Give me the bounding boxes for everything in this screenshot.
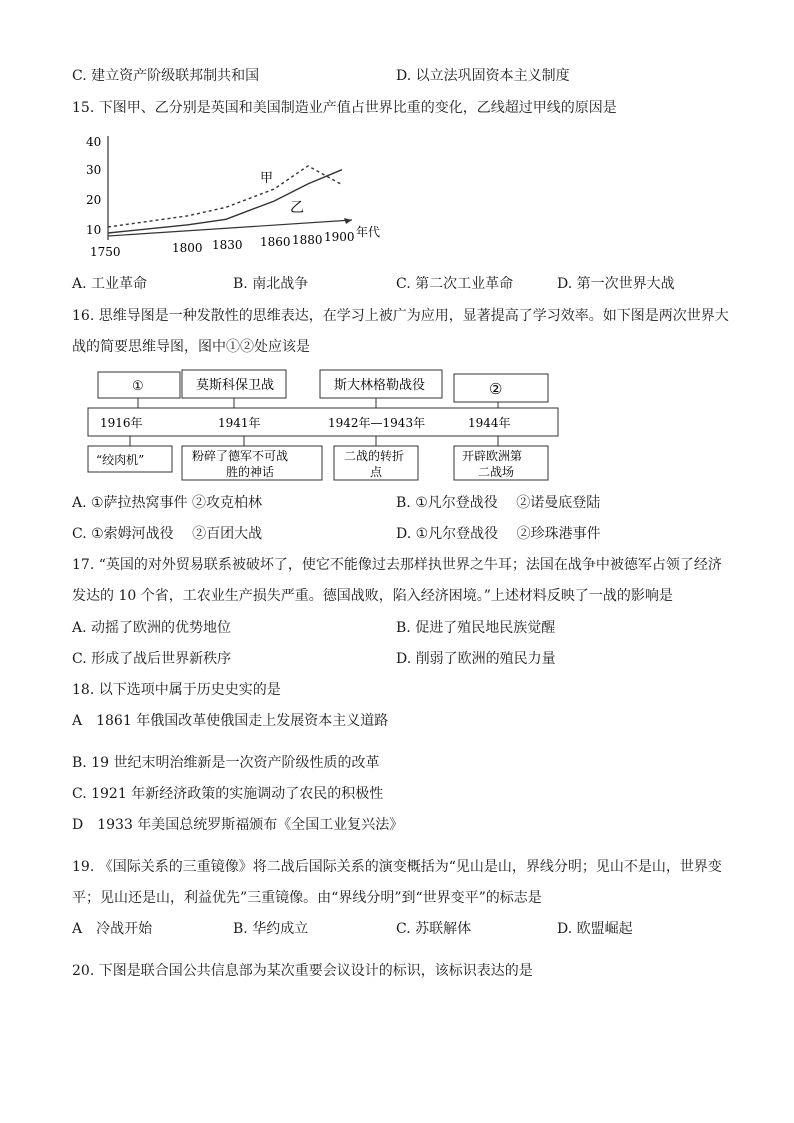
q18-option-c: C. 1921 年新经济政策的实施调动了农民的积极性 bbox=[72, 786, 384, 802]
q15-option-b: B. 南北战争 bbox=[233, 276, 309, 292]
x-axis-arrow-icon bbox=[344, 218, 352, 224]
q18-stem: 18. 以下选项中属于历史史实的是 bbox=[72, 682, 281, 698]
q19-option-d: D. 欧盟崛起 bbox=[557, 921, 633, 937]
bottom-box-3-text-1: 二战的转折 bbox=[344, 449, 405, 463]
q17-option-d: D. 削弱了欧洲的殖民力量 bbox=[396, 651, 556, 667]
q16-stem-line1: 16. 思维导图是一种发散性的思维表达，在学习上被广为应用，显著提高了学习效率。如下图是两次世界大 bbox=[72, 308, 729, 324]
top-box-4-text: ② bbox=[489, 380, 503, 398]
x-axis-label: 年代 bbox=[356, 225, 381, 239]
q18-option-d: D 1933 年美国总统罗斯福颁布《全国工业复兴法》 bbox=[72, 817, 404, 833]
year-1942-1943: 1942年—1943年 bbox=[328, 416, 426, 430]
x-tick-1880: 1880 bbox=[292, 233, 323, 247]
q18-option-b: B. 19 世纪末明治维新是一次资产阶级性质的改革 bbox=[72, 755, 380, 771]
y-tick-10: 10 bbox=[86, 223, 102, 237]
bottom-box-2-text-1: 粉碎了德军不可战 bbox=[192, 449, 289, 463]
bottom-box-2-text-2: 胜的神话 bbox=[226, 465, 275, 479]
q16-mind-map bbox=[86, 366, 586, 481]
q16-option-a: A. ①萨拉热窝事件 ②攻克柏林 bbox=[72, 495, 263, 511]
year-1916: 1916年 bbox=[100, 416, 143, 430]
series-jia-line bbox=[108, 166, 342, 227]
q17-option-c: C. 形成了战后世界新秩序 bbox=[72, 651, 232, 667]
y-tick-30: 30 bbox=[86, 163, 102, 177]
y-tick-40: 40 bbox=[86, 135, 102, 149]
q20-stem: 20. 下图是联合国公共信息部为某次重要会议设计的标识，该标识表达的是 bbox=[72, 963, 533, 979]
q17-option-a: A. 动摇了欧洲的优势地位 bbox=[72, 620, 232, 636]
bottom-box-3-text-2: 点 bbox=[370, 465, 383, 479]
q19-option-b: B. 华约成立 bbox=[233, 921, 309, 937]
year-1944: 1944年 bbox=[468, 416, 511, 430]
q16-option-d: D. ①凡尔登战役 ②珍珠港事件 bbox=[396, 526, 601, 542]
series-jia-label: 甲 bbox=[260, 171, 274, 186]
q15-option-d: D. 第一次世界大战 bbox=[557, 276, 675, 292]
q16-stem-line2: 战的简要思维导图，图中①②处应该是 bbox=[72, 339, 310, 355]
bottom-box-4-text-1: 开辟欧洲第 bbox=[462, 449, 523, 463]
x-tick-1860: 1860 bbox=[260, 235, 291, 249]
bottom-box-4-text-2: 二战场 bbox=[478, 465, 515, 479]
year-1941: 1941年 bbox=[218, 416, 261, 430]
series-yi-label: 乙 bbox=[290, 200, 304, 216]
x-tick-1800: 1800 bbox=[172, 241, 203, 255]
q19-stem-line1: 19. 《国际关系的三重镜像》将二战后国际关系的演变概括为“见山是山，界线分明；见山不是山，世界变 bbox=[72, 859, 722, 875]
q15-line-chart bbox=[80, 128, 390, 258]
q15-stem: 15. 下图甲、乙分别是英国和美国制造业产值占世界比重的变化，乙线超过甲线的原因是 bbox=[72, 100, 617, 116]
q17-stem-line2: 发达的 10 个省，工农业生产损失严重。德国战败，陷入经济困境。”上述材料反映了一战的影响是 bbox=[72, 588, 673, 604]
top-box-3-text: 斯大林格勒战役 bbox=[334, 378, 426, 393]
bottom-box-1-text: “绞肉机” bbox=[96, 453, 145, 467]
q19-stem-line2: 平；见山还是山，利益优先”三重镜像。由“界线分明”到“世界变平”的标志是 bbox=[72, 890, 542, 906]
q17-option-b: B. 促进了殖民地民族觉醒 bbox=[396, 620, 556, 636]
x-tick-1750: 1750 bbox=[90, 245, 121, 258]
q16-option-b: B. ①凡尔登战役 ②诺曼底登陆 bbox=[396, 495, 601, 511]
q14-option-d: D. 以立法巩固资本主义制度 bbox=[396, 68, 570, 84]
q19-option-a: A 冷战开始 bbox=[72, 921, 153, 937]
q18-option-a: A 1861 年俄国改革使俄国走上发展资本主义道路 bbox=[72, 713, 389, 729]
x-tick-1830: 1830 bbox=[212, 238, 243, 252]
top-box-2-text: 莫斯科保卫战 bbox=[196, 378, 275, 393]
x-tick-1900: 1900 bbox=[324, 230, 355, 244]
y-tick-20: 20 bbox=[86, 193, 102, 207]
q15-option-a: A. 工业革命 bbox=[72, 276, 148, 292]
q15-option-c: C. 第二次工业革命 bbox=[396, 276, 514, 292]
top-box-1-text: ① bbox=[132, 379, 144, 394]
q14-option-c: C. 建立资产阶级联邦制共和国 bbox=[72, 68, 260, 84]
q19-option-c: C. 苏联解体 bbox=[396, 921, 472, 937]
q16-option-c: C. ①索姆河战役 ②百团大战 bbox=[72, 526, 263, 542]
q17-stem-line1: 17. “英国的对外贸易联系被破坏了，使它不能像过去那样执世界之牛耳；法国在战争中被德军占领了经济 bbox=[72, 557, 722, 573]
